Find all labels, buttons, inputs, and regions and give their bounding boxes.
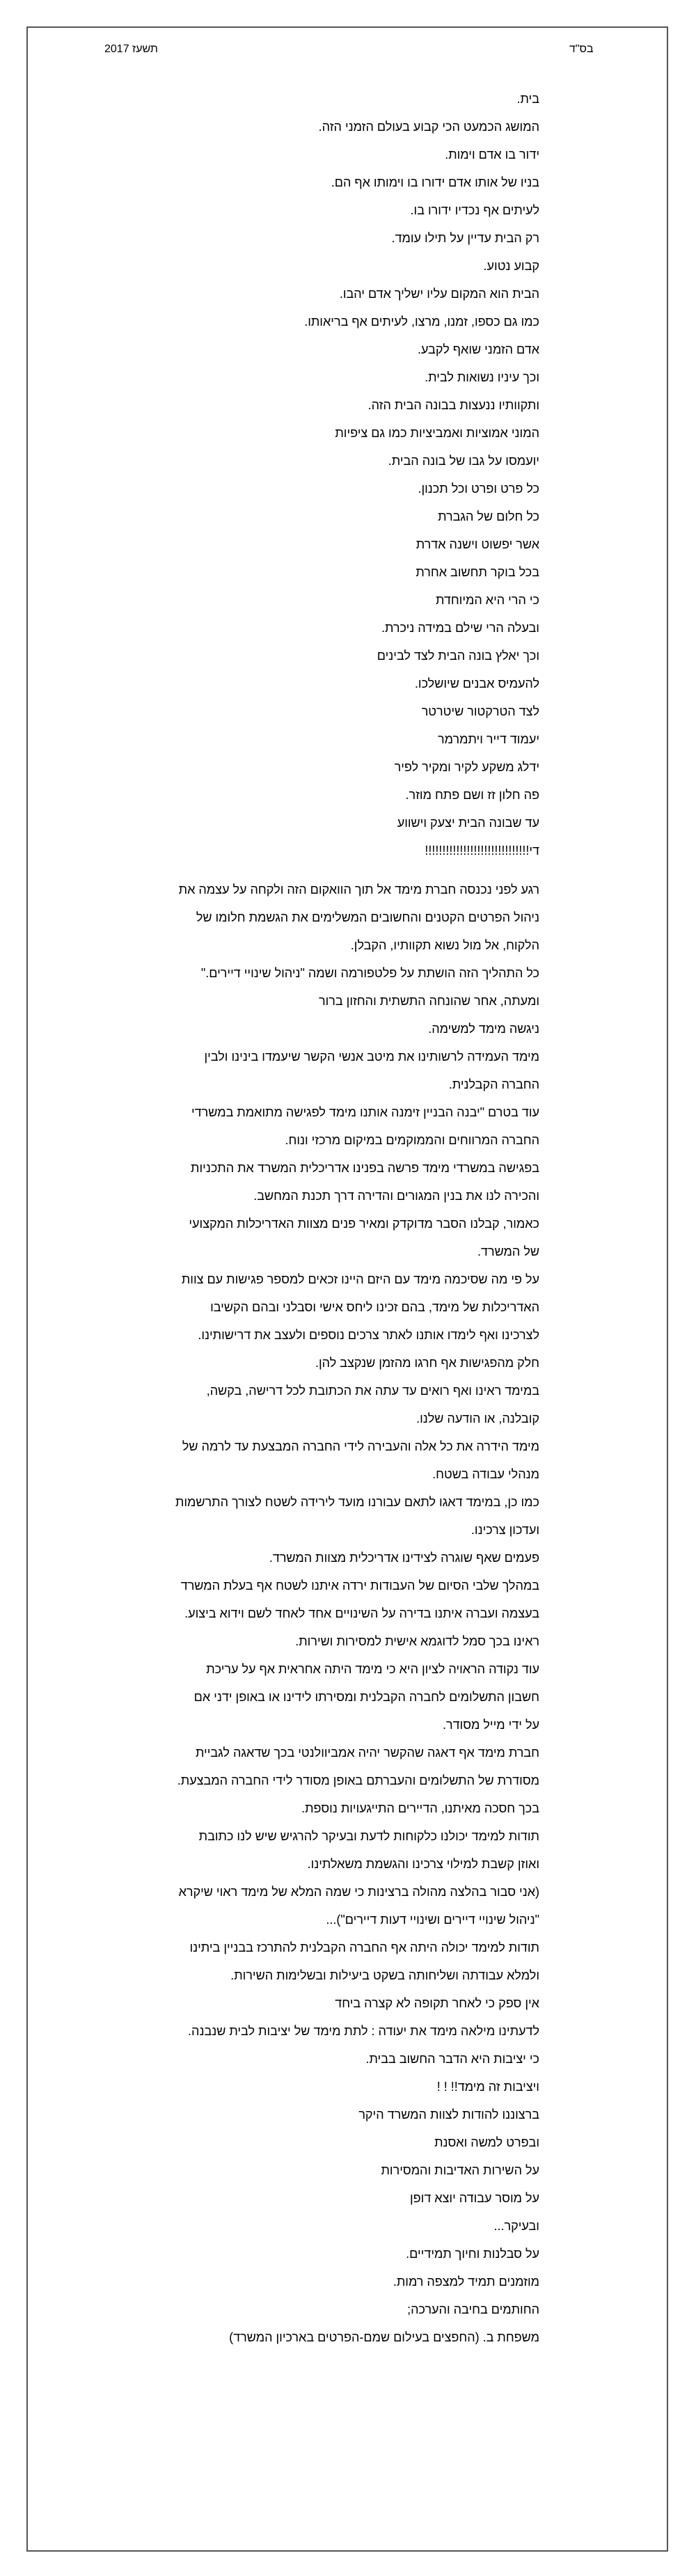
letter-line: על סבלנות וחיוך תמידיים.: [406, 2247, 539, 2261]
letter-line: ובעיקר...: [493, 2219, 539, 2233]
letter-line: ניגשה מימד למשימה.: [428, 1022, 539, 1036]
poem-line: קבוע נטוע.: [483, 259, 539, 273]
letter-line: אין ספק כי לאחר תקופה לא קצרה ביחד: [335, 1996, 539, 2010]
poem-line: פה חלון זז ושם פתח מוזר.: [405, 788, 539, 802]
letter-line: ומעתה, אחר שהונחה התשתית והחזון ברור: [318, 994, 539, 1008]
poem-line: רק הבית עדיין על תילו עומד.: [391, 231, 539, 245]
letter-line: במהלך שלבי הסיום של העבודות ירדה איתנו לשטח אף בעלת המשרד: [180, 1579, 539, 1593]
letter-line: רגע לפני נכנסה חברת מימד אל תוך הוואקום הזה ולקחה על עצמה את: [178, 883, 539, 896]
letter-line: חברת מימד אף דאגה שהקשר יהיה אמביוולנטי בכך שדאגה לגביית: [195, 1746, 539, 1760]
letter-line: על מוסר עבודה יוצא דופן: [409, 2191, 539, 2205]
letter-line: פעמים שאף שוגרה לצידינו אדריכלית מצוות המשרד.: [269, 1551, 539, 1565]
letter-line: מנהלי עבודה בשטח.: [432, 1467, 539, 1481]
letter-line: ובפרט למשה ואסנת: [434, 2135, 539, 2149]
poem-line: כל פרט ופרט וכל תכנון.: [418, 482, 539, 496]
poem-line: לצד הטרקטור שיטרטר: [421, 704, 539, 718]
letter-line: כאמור, קבלנו הסבר מדוקדק ומאיר פנים מצוות האדריכלות המקצועי: [189, 1217, 539, 1231]
letter-line: בכך חסכה מאיתנו, הדיירים התייגעויות נוספת.: [301, 1801, 539, 1815]
letter-line: כמו כן, במימד דאגו לתאם עבורנו מועד לירידה לשטח לצורך התרשמות: [175, 1495, 539, 1509]
letter-line: ואוזן קשבת למילוי צרכינו והגשמת משאלתינו.: [307, 1857, 539, 1871]
poem-line: כי הרי היא המיוחדת: [435, 593, 539, 607]
letter-line: חלק מהפגישות אף חרגו מהזמן שנקצב להן.: [315, 1356, 539, 1370]
poem-line: כל חלום של הגברת: [438, 509, 539, 523]
poem-line: ובעלה הרי שילם במידה ניכרת.: [381, 621, 539, 635]
letter-line: על ידי מייל מסודר.: [442, 1718, 539, 1732]
letter-line: ועדכון צרכינו.: [470, 1523, 539, 1537]
letter-line: עוד בטרם "יבנה הבניין זימנה אותנו מימד לפגישה מתואמת במשרדי: [191, 1105, 539, 1119]
poem-line: די!!!!!!!!!!!!!!!!!!!!!!!!!!!!!!: [425, 844, 539, 858]
letter-line: כל התהליך הזה הושתת על פלטפורמה ושמה "ניהול שינויי דיירים.": [200, 966, 539, 980]
poem-line: אדם הזמני שואף לקבע.: [417, 342, 539, 356]
letter-line: מסודרת של התשלומים והעברתם באופן מסודר לידי החברה המבצעת.: [177, 1773, 539, 1787]
header-bsd: בס"ד: [569, 43, 594, 55]
letter-line: האדריכלות של מימד, בהם זכינו ליחס אישי וסבלני ובהם הקשיבו: [210, 1300, 539, 1314]
poem-line: וכך יאלץ בונה הבית לצד לבינים: [377, 649, 539, 663]
letter-line: לדעתינו מילאה מימד את יעודה : לתת מימד של יציבות לבית שנבנה.: [188, 2024, 539, 2038]
poem-line: להעמיס אבנים שיושלכו.: [414, 677, 539, 690]
letter-line: הלקוח, אל מול נשוא תקוותיו, הקבלן.: [350, 938, 539, 952]
letter-line: ויציבות זה מימד!! ! !: [436, 2080, 539, 2094]
letter-line: כי יציבות היא הדבר החשוב בבית.: [365, 2052, 539, 2066]
letter-line: (אני סבור בהלצה מהולה ברצינות כי שמה המלא של מימד ראוי שיקרא: [178, 1885, 539, 1899]
letter-line: חשבון התשלומים לחברה הקבלנית ומסירתו לידינו או באופן ידני אם: [193, 1690, 539, 1704]
letter-line: קובלנה, או הודעה שלנו.: [416, 1412, 539, 1425]
letter-line: במימד ראינו ואף רואים עד עתה את הכתובת לכל דרישה, בקשה,: [206, 1384, 539, 1398]
letter-line: מוזמנים תמיד למצפה רמות.: [393, 2275, 539, 2289]
letter-line: החותמים בחיבה והערכה;: [407, 2302, 539, 2316]
letter-line: בעצמה ועברה איתנו בדירה על השינויים אחד לאחד לשם וידוא ביצוע.: [184, 1606, 539, 1620]
poem-line: ותקוותיו ננעצות בבונה הבית הזה.: [367, 398, 539, 412]
letter-line: מימד הידרה את כל אלה והעבירה לידי החברה המבצעת עד לרמה של: [182, 1439, 539, 1453]
poem-line: יעמוד דייר ויתמרמר: [438, 732, 539, 746]
letter-line: החברה המרווחים והממוקמים במיקום מרכזי ונוח.: [285, 1133, 539, 1147]
letter-line: תודות למימד יכולה היתה אף החברה הקבלנית להתרכז בבניין ביתינו: [189, 1941, 539, 1954]
poem-line: בניו של אותו אדם ידורו בו וימותו אף הם.: [331, 175, 539, 189]
poem-block: [164, 85, 539, 864]
letter-line: עוד נקודה הראויה לציון היא כי מימד היתה אחראית אף על עריכת: [206, 1662, 539, 1676]
letter-block: [164, 876, 539, 2351]
poem-line: וכך עיניו נשואות לבית.: [425, 370, 539, 384]
letter-line: ניהול הפרטים הקטנים והחשובים המשלימים את הגשמת חלומו של: [196, 910, 539, 924]
letter-line: ברצוננו להודות לצוות המשרד היקר: [358, 2108, 539, 2121]
poem-line: ידלג משקע לקיר ומקיר לפיר: [394, 760, 539, 774]
letter-line: על השירות האדיבות והמסירות: [381, 2163, 539, 2177]
letter-line: על פי מה שסיכמה מימד עם היזם היינו זכאים למספר פגישות עם צוות: [181, 1272, 539, 1286]
letter-line: מימד העמידה לרשותינו את מיטב אנשי הקשר שיעמדו בינינו ולבין: [204, 1050, 539, 1064]
header-date: תשעז 2017: [104, 43, 158, 55]
poem-line: ידור בו אדם וימות.: [445, 148, 539, 161]
poem-line: בכל בוקר תחשוב אחרת: [416, 565, 539, 579]
letter-line: של המשרד.: [477, 1244, 539, 1258]
poem-line: יועמסו על גבו של בונה הבית.: [388, 454, 539, 468]
letter-line: "ניהול שינויי דיירים ושינויי דעות דיירים")...: [326, 1913, 539, 1927]
letter-line: ולמלא עבודתה ושליחותה בשקט ביעילות ובשלימות השירות.: [230, 1968, 539, 1982]
poem-line: עד שבונה הבית יצעק וישווע: [397, 816, 539, 830]
letter-line: תודות למימד יכולנו כלקוחות לדעת ובעיקר להרגיש שיש לנו כתובת: [198, 1829, 539, 1843]
letter-line: משפחת ב. (החפצים בעילום שמם-הפרטים בארכיון המשרד): [229, 2330, 539, 2344]
poem-line: כמו גם כספו, זמנו, מרצו, לעיתים אף בריאותו.: [304, 315, 539, 329]
letter-line: בפגישה במשרדי מימד פרשה בפנינו אדריכלית המשרד את התכניות: [191, 1161, 539, 1175]
section-gap: [164, 864, 539, 876]
letter-line: והכירה לנו את בנין המגורים והדירה דרך תכנת המחשב.: [253, 1189, 539, 1203]
letter-line: ראינו בכך סמל לדוגמא אישית למסירות ושירות.: [295, 1634, 539, 1648]
letter-line: לצרכינו ואף לימדו אותנו לאתר צרכים נוספים ולעצב את דרישותינו.: [198, 1328, 539, 1342]
poem-line: לעיתים אף נכדיו ידורו בו.: [410, 203, 539, 217]
poem-line: המוני אמוציות ואמביציות כמו גם ציפיות: [335, 426, 539, 440]
poem-line: בית.: [516, 92, 539, 106]
poem-line: הבית הוא המקום עליו ישליך אדם יהבו.: [339, 287, 539, 301]
document-body: [164, 85, 539, 2351]
letter-line: החברה הקבלנית.: [448, 1077, 539, 1091]
poem-line: אשר יפשוט וישנה אדרת: [416, 537, 539, 551]
poem-line: המושג הכמעט הכי קבוע בעולם הזמני הזה.: [318, 120, 539, 134]
